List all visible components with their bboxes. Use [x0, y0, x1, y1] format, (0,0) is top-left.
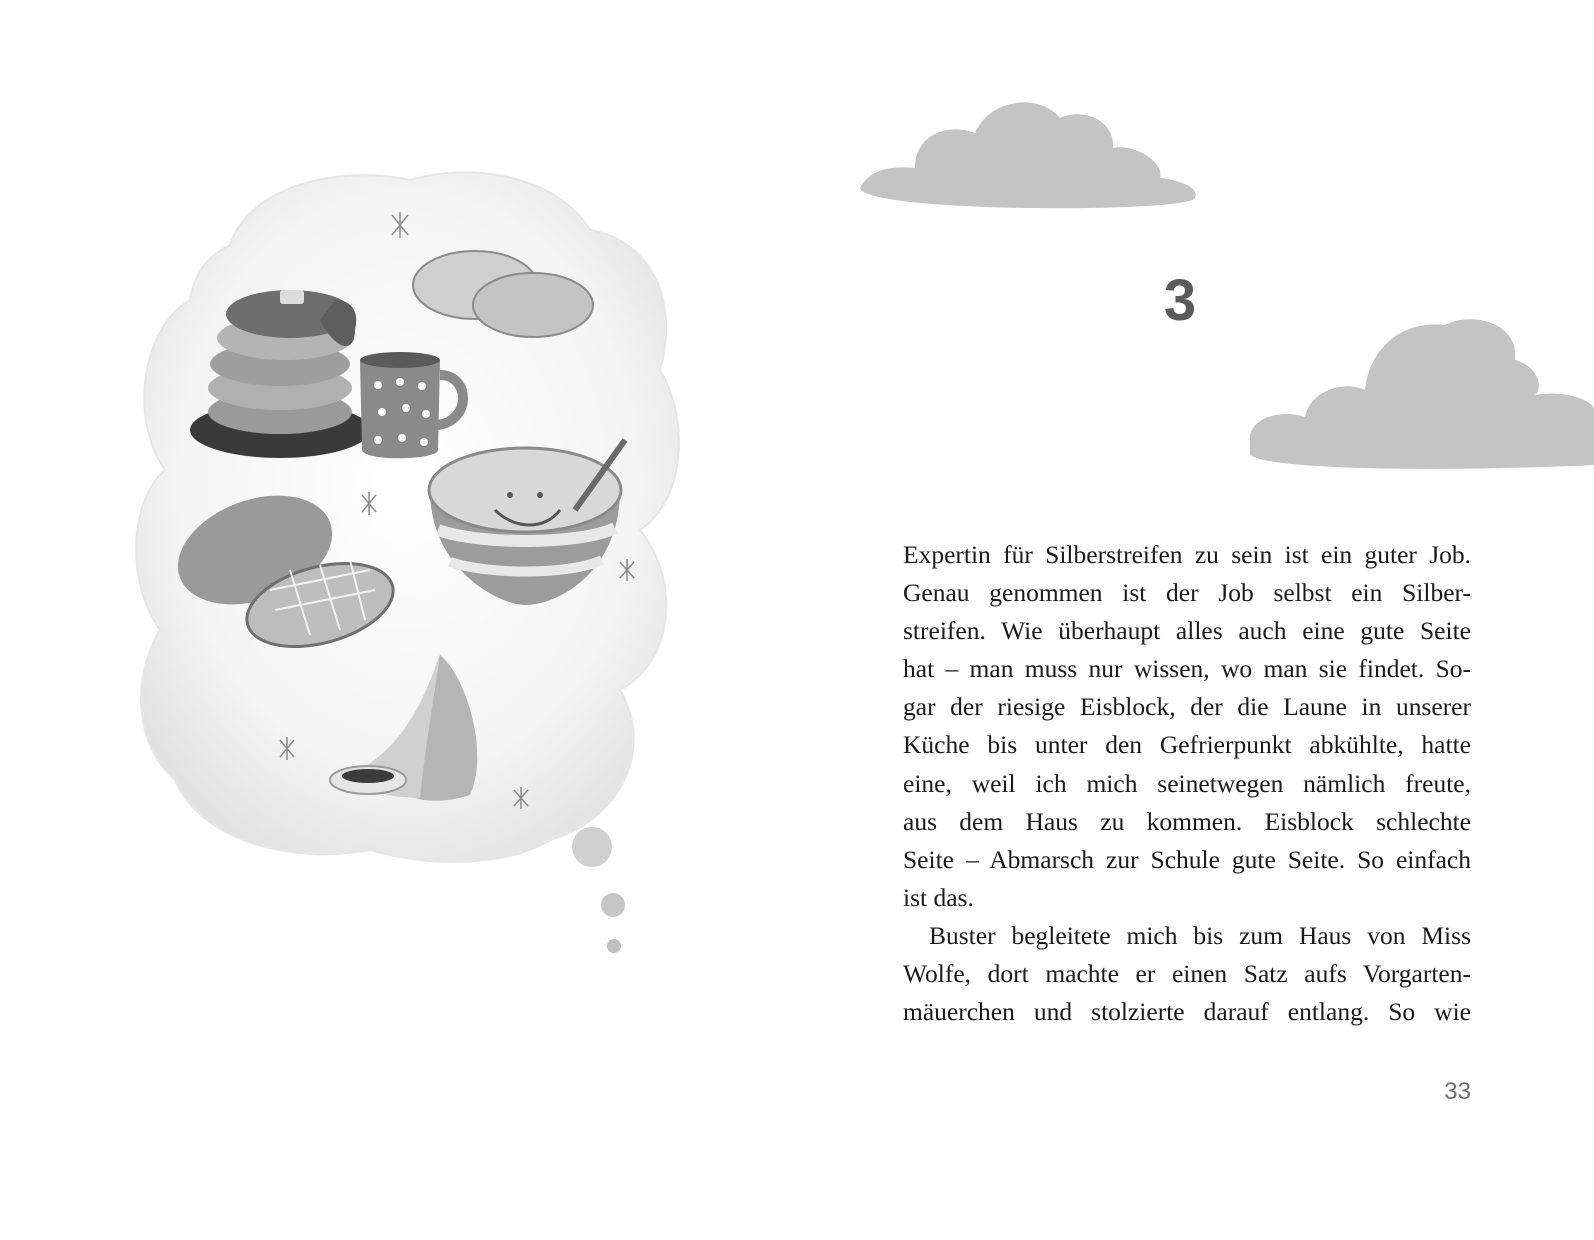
text-line: mäuerchen und stolzierte darauf entlang. So wie	[903, 997, 1471, 1027]
paragraph	[903, 917, 1471, 1031]
text-line: hat – man muss nur wissen, wo man sie findet. So-	[903, 654, 1471, 684]
text-line: Expertin für Silberstreifen zu sein ist ein guter Job.	[903, 540, 1471, 569]
cloud-right	[1245, 305, 1594, 475]
text-line: eine, weil ich mich seinetwegen nämlich freute,	[903, 768, 1471, 798]
text-line: gar der riesige Eisblock, der die Laune in unserer	[903, 692, 1471, 722]
text-line: Genau genommen ist der Job selbst ein Silber-	[903, 578, 1471, 608]
text-line: Küche bis unter den Gefrierpunkt abkühlte, hatte	[903, 730, 1471, 760]
paragraph	[903, 536, 1471, 917]
breakfast-thought-illustration	[120, 150, 700, 980]
chapter-body-text	[903, 536, 1471, 1031]
text-line: ist das.	[903, 882, 974, 912]
text-line: Buster begleitete mich bis zum Haus von Miss	[929, 920, 1471, 950]
cloud-top	[855, 88, 1205, 228]
text-line: Wolfe, dort machte er einen Satz aufs Vorgarten-	[903, 959, 1471, 989]
chapter-number: 3	[1163, 268, 1197, 333]
text-line: streifen. Wie überhaupt alles auch eine gute Seite	[903, 616, 1471, 646]
text-line: aus dem Haus zu kommen. Eisblock schlechte	[903, 806, 1471, 836]
text-line: Seite – Abmarsch zur Schule gute Seite. So einfach	[903, 844, 1471, 874]
page-number: 33	[1444, 1078, 1471, 1105]
